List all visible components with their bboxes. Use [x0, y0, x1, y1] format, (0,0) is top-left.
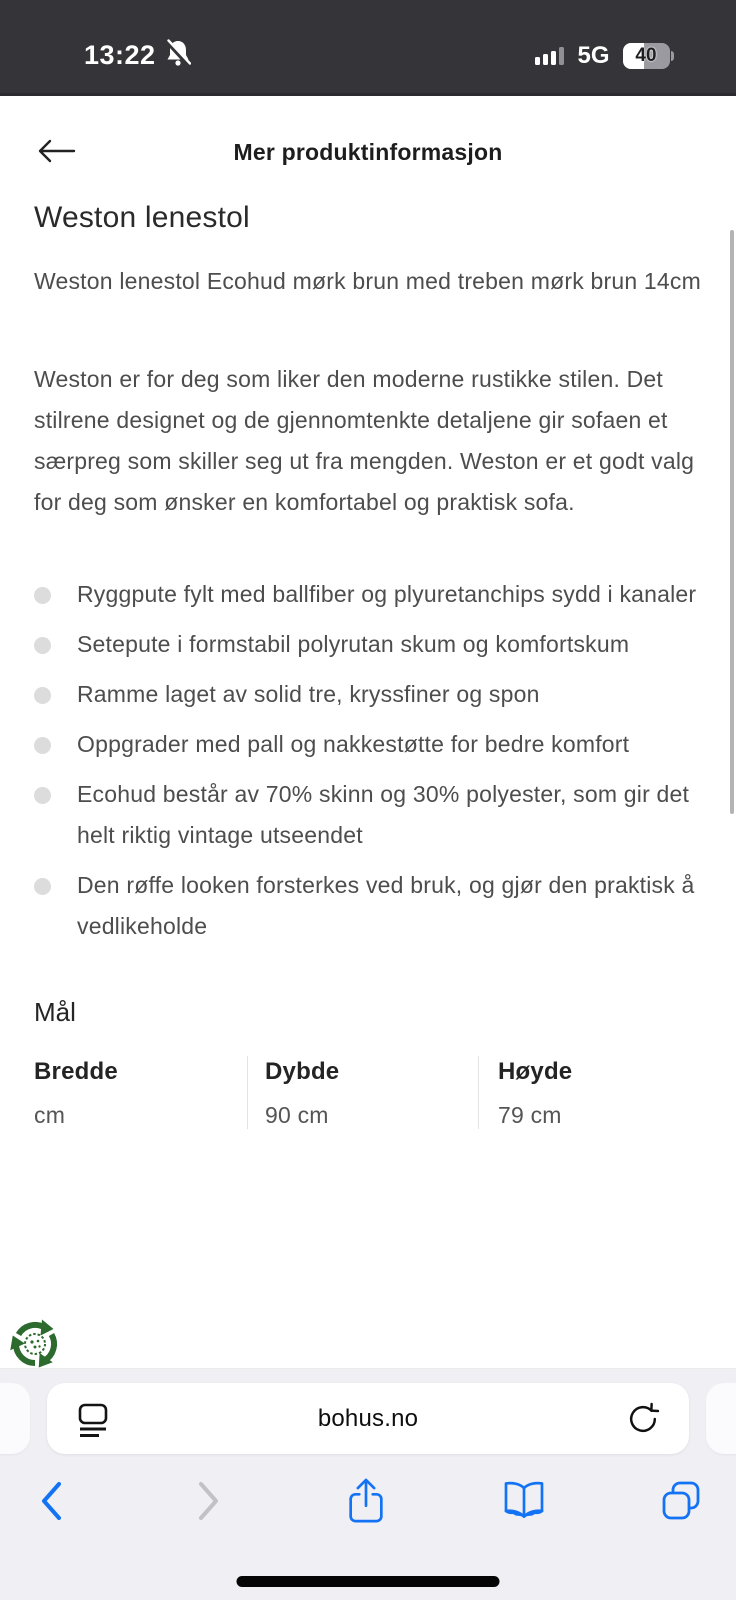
dimension-label: Bredde	[34, 1058, 118, 1085]
chevron-back-icon[interactable]	[26, 1476, 76, 1526]
dimensions-heading: Mål	[34, 997, 76, 1027]
address-bar[interactable]	[47, 1383, 689, 1454]
feature-text: Ryggpute fylt med ballfiber og plyuretanchips sydd i kanaler	[77, 581, 697, 607]
webpage-content	[0, 99, 736, 1369]
status-right	[535, 42, 674, 70]
bell-slash-icon	[165, 38, 191, 73]
clock: 13:22	[84, 40, 156, 70]
share-icon[interactable]	[341, 1476, 391, 1526]
tabs-icon[interactable]	[656, 1476, 706, 1526]
page-menu-icon[interactable]	[71, 1397, 115, 1441]
page-title: Mer produktinformasjon	[233, 139, 503, 165]
product-title: Weston lenestol	[34, 201, 250, 234]
bullet-dot-icon	[34, 878, 51, 895]
list-item	[34, 624, 702, 665]
chevron-forward-icon[interactable]	[184, 1476, 234, 1526]
dimension-column	[247, 1056, 478, 1129]
previous-tab-stub[interactable]	[0, 1383, 30, 1454]
bookmarks-icon[interactable]	[499, 1476, 549, 1526]
list-item	[34, 865, 702, 947]
list-item	[34, 774, 702, 856]
bullet-dot-icon	[34, 587, 51, 604]
dimensions-table	[34, 1056, 702, 1129]
product-info-body	[0, 201, 736, 1129]
product-description: Weston er for deg som liker den moderne rustikke stilen. Det stilrene designet og de gjennomtenkte detaljene gir sofaen et særpreg som skiller seg ut fra mengden. Weston er et godt valg for deg som ønsker en komfortabel og praktisk sofa.	[34, 366, 695, 515]
battery-icon	[623, 43, 675, 69]
bullet-dot-icon	[34, 787, 51, 804]
bullet-dot-icon	[34, 637, 51, 654]
safari-toolbar	[0, 1369, 736, 1600]
bullet-dot-icon	[34, 737, 51, 754]
list-item	[34, 674, 702, 715]
scrollbar[interactable]	[730, 230, 734, 814]
signal-strength-icon	[535, 47, 564, 65]
bullet-dot-icon	[34, 687, 51, 704]
refresh-icon[interactable]	[621, 1397, 665, 1441]
back-arrow-button[interactable]	[34, 137, 78, 165]
feature-text: Setepute i formstabil polyrutan skum og komfortskum	[77, 631, 630, 657]
url-text[interactable]: bohus.no	[317, 1404, 419, 1432]
battery-percent: 40	[635, 44, 657, 66]
dimension-label: Dybde	[265, 1058, 340, 1085]
feature-text: Den røffe looken forsterkes ved bruk, og gjør den praktisk å vedlikeholde	[77, 872, 695, 939]
feature-text: Oppgrader med pall og nakkestøtte for bedre komfort	[77, 731, 630, 757]
network-type: 5G	[577, 41, 610, 69]
dimension-column	[34, 1056, 247, 1129]
bottom-nav-row	[0, 1476, 736, 1526]
dimension-column	[478, 1056, 702, 1129]
next-tab-stub[interactable]	[706, 1383, 736, 1454]
feature-list	[34, 574, 702, 947]
dimension-value: 90 cm	[265, 1102, 329, 1128]
list-item	[34, 574, 702, 615]
feature-text: Ecohud består av 70% skinn og 30% polyester, som gir det helt riktig vintage utseendet	[77, 781, 690, 848]
product-info-header	[0, 131, 736, 173]
url-bar-row	[0, 1383, 736, 1454]
status-left	[84, 38, 191, 73]
cookie-consent-renew-icon[interactable]	[7, 1316, 63, 1372]
product-variant: Weston lenestol Ecohud mørk brun med treben mørk brun 14cm	[34, 268, 701, 294]
list-item	[34, 724, 702, 765]
dimension-value: cm	[34, 1102, 66, 1128]
status-bar	[0, 0, 736, 96]
dimension-label: Høyde	[498, 1058, 573, 1085]
dimension-value: 79 cm	[498, 1102, 562, 1128]
home-indicator[interactable]	[237, 1576, 500, 1587]
feature-text: Ramme laget av solid tre, kryssfiner og spon	[77, 681, 540, 707]
